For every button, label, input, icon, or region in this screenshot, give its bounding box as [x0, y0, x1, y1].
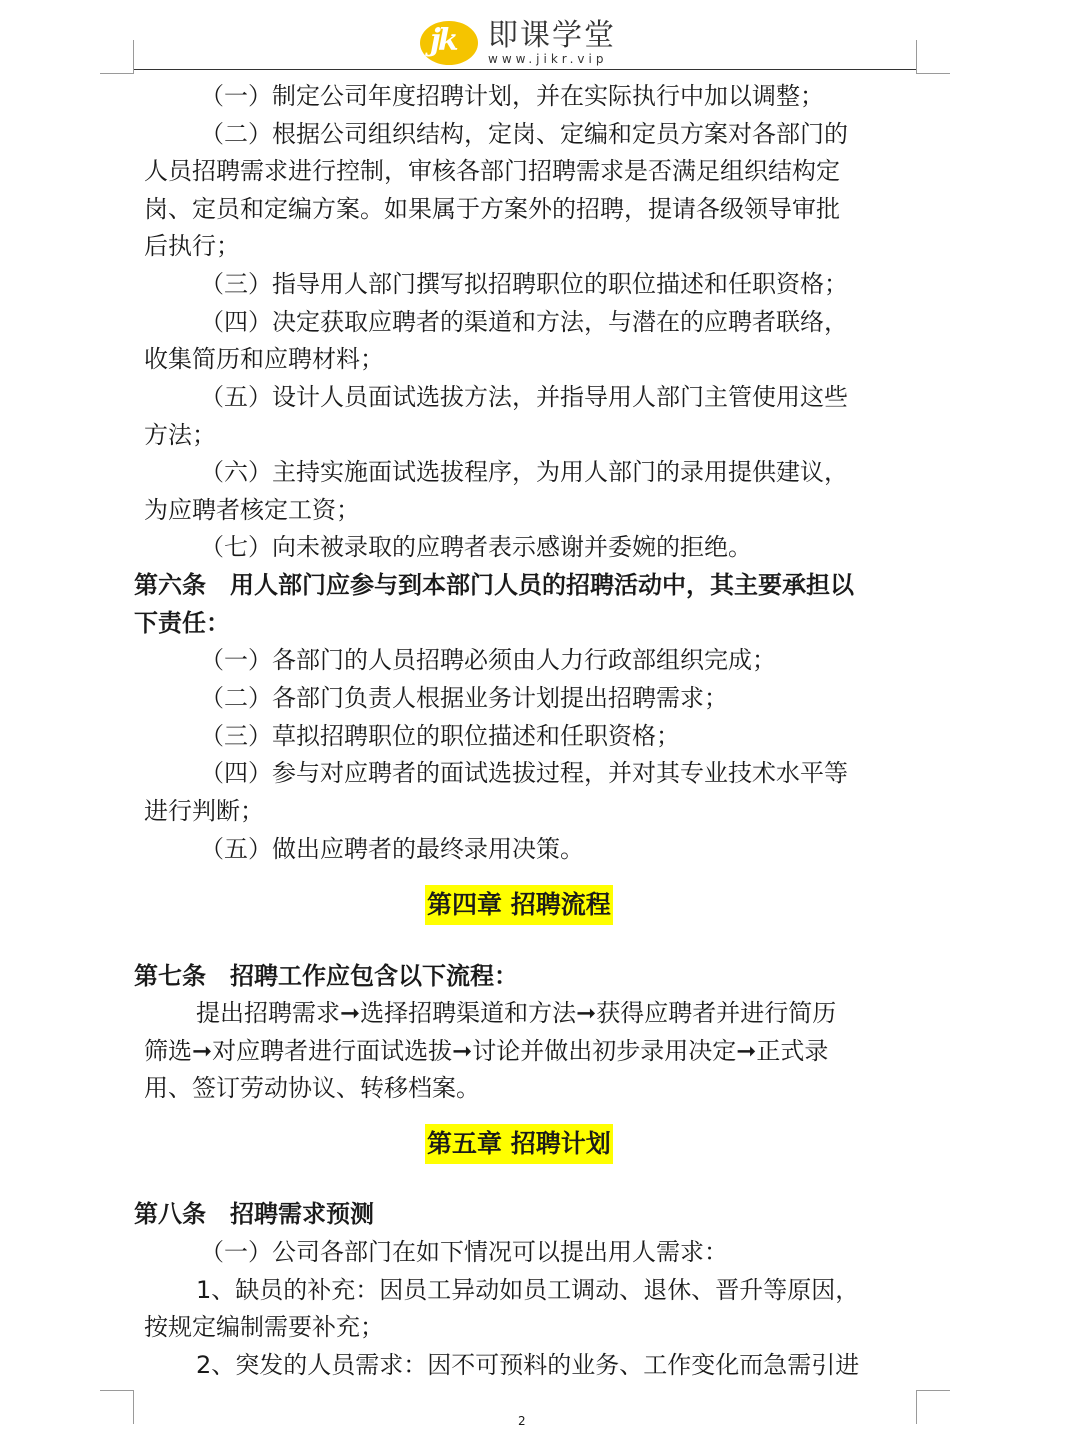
- chapter-five-heading: 第五章 招聘计划: [425, 1124, 613, 1164]
- crop-mark-bottom-right-h: [916, 1390, 950, 1391]
- paragraph-line: （一）公司各部门在如下情况可以提出用人需求：: [200, 1238, 728, 1266]
- paragraph-line: 人员招聘需求进行控制，审核各部门招聘需求是否满足组织结构定: [144, 157, 840, 185]
- page-number: 2: [518, 1414, 526, 1428]
- paragraph-line: 1、缺员的补充：因员工异动如员工调动、退休、晋升等原因，: [196, 1276, 860, 1304]
- paragraph-line: （一）制定公司年度招聘计划，并在实际执行中加以调整；: [200, 82, 824, 110]
- paragraph-line: （四）决定获取应聘者的渠道和方法，与潜在的应聘者联络，: [200, 308, 848, 336]
- article-six-heading-cont: 下责任：: [134, 609, 230, 637]
- paragraph-line: （三）指导用人部门撰写拟招聘职位的职位描述和任职资格；: [200, 270, 848, 298]
- paragraph-line: （七）向未被录取的应聘者表示感谢并委婉的拒绝。: [200, 533, 752, 561]
- crop-mark-bottom-left-h: [100, 1390, 134, 1391]
- paragraph-line: 进行判断；: [144, 797, 264, 825]
- crop-mark-top-left-h: [100, 73, 134, 74]
- paragraph-line: （五）设计人员面试选拔方法，并指导用人部门主管使用这些: [200, 383, 848, 411]
- paragraph-line: 为应聘者核定工资；: [144, 496, 360, 524]
- paragraph-line: （四）参与对应聘者的面试选拔过程，并对其专业技术水平等: [200, 759, 848, 787]
- paragraph-line: 2、突发的人员需求：因不可预料的业务、工作变化而急需引进: [196, 1351, 860, 1379]
- paragraph-line: （一）各部门的人员招聘必须由人力行政部组织完成；: [200, 646, 776, 674]
- crop-mark-bottom-left-v: [133, 1390, 134, 1424]
- brand-name: 即课学堂: [488, 18, 616, 53]
- paragraph-line: 方法；: [144, 421, 216, 449]
- paragraph-line: 后执行；: [144, 232, 240, 260]
- article-six-heading: 第六条 用人部门应参与到本部门人员的招聘活动中，其主要承担以: [134, 571, 854, 599]
- brand-logo-icon: [420, 21, 478, 65]
- chapter-four-heading: 第四章 招聘流程: [425, 885, 613, 925]
- crop-mark-top-right-h: [916, 73, 950, 74]
- paragraph-line: （五）做出应聘者的最终录用决策。: [200, 835, 584, 863]
- crop-mark-top-right-v: [916, 40, 917, 74]
- paragraph-line: 收集简历和应聘材料；: [144, 345, 384, 373]
- brand-block: [488, 18, 616, 66]
- paragraph-line: （六）主持实施面试选拔程序，为用人部门的录用提供建议，: [200, 458, 848, 486]
- article-eight-heading: 第八条 招聘需求预测: [134, 1200, 374, 1228]
- paragraph-line: （二）各部门负责人根据业务计划提出招聘需求；: [200, 684, 728, 712]
- logo-mark: jk: [430, 23, 456, 58]
- brand-url: www.jikr.vip: [488, 52, 608, 66]
- page-header: [420, 18, 616, 68]
- paragraph-line: （三）草拟招聘职位的职位描述和任职资格；: [200, 722, 680, 750]
- paragraph-line: 用、签订劳动协议、转移档案。: [144, 1074, 480, 1102]
- paragraph-line: 筛选➞对应聘者进行面试选拔➞讨论并做出初步录用决定➞正式录: [144, 1037, 829, 1065]
- header-divider: [134, 69, 916, 70]
- paragraph-line: 按规定编制需要补充；: [144, 1313, 384, 1341]
- paragraph-line: 提出招聘需求➞选择招聘渠道和方法➞获得应聘者并进行简历: [196, 999, 837, 1027]
- paragraph-line: （二）根据公司组织结构，定岗、定编和定员方案对各部门的: [200, 120, 848, 148]
- paragraph-line: 岗、定员和定编方案。如果属于方案外的招聘，提请各级领导审批: [144, 195, 840, 223]
- article-seven-heading: 第七条 招聘工作应包含以下流程：: [134, 962, 518, 990]
- crop-mark-bottom-right-v: [916, 1390, 917, 1424]
